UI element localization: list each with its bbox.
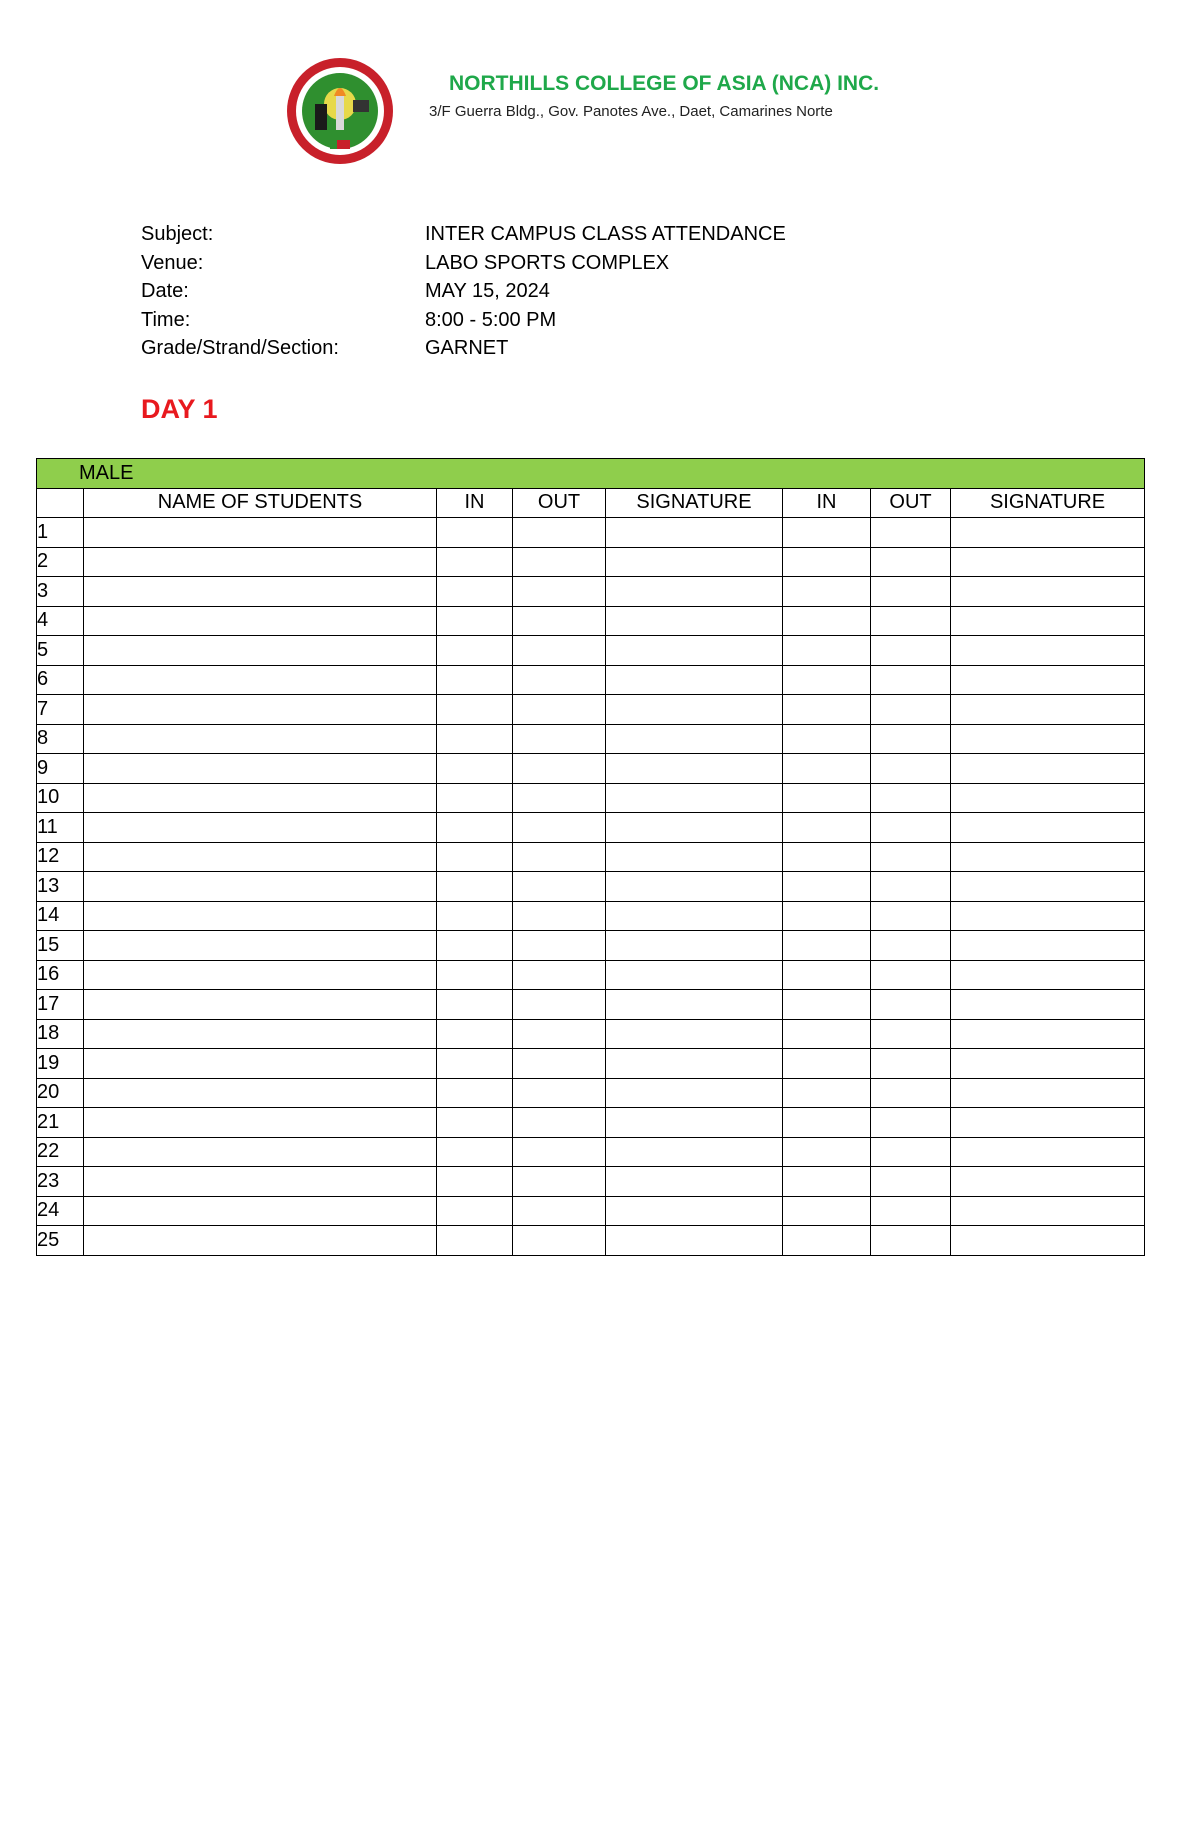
in-cell [783, 1108, 871, 1138]
signature-cell [606, 842, 783, 872]
out-cell [513, 518, 606, 548]
signature-cell [951, 990, 1145, 1020]
row-number: 2 [37, 547, 84, 577]
row-number: 17 [37, 990, 84, 1020]
signature-cell [606, 1108, 783, 1138]
in-cell [783, 872, 871, 902]
out-cell [513, 1226, 606, 1256]
out-cell [513, 901, 606, 931]
signature-cell [951, 872, 1145, 902]
out-cell [513, 695, 606, 725]
in-cell [783, 606, 871, 636]
table-row [37, 1137, 1145, 1167]
out-cell [871, 1167, 951, 1197]
in-cell [783, 813, 871, 843]
out-cell [513, 724, 606, 754]
signature-cell [951, 518, 1145, 548]
out-cell [871, 1196, 951, 1226]
out-cell [871, 695, 951, 725]
table-row [37, 1078, 1145, 1108]
in-cell [437, 518, 513, 548]
name-cell [84, 1108, 437, 1138]
signature-cell [951, 960, 1145, 990]
table-row [37, 1196, 1145, 1226]
info-value: MAY 15, 2024 [425, 280, 550, 303]
in-cell [783, 960, 871, 990]
signature-cell [606, 695, 783, 725]
out-cell [513, 665, 606, 695]
column-header-signature: SIGNATURE [606, 488, 783, 518]
signature-cell [606, 724, 783, 754]
name-cell [84, 695, 437, 725]
in-cell [783, 1196, 871, 1226]
table-row [37, 842, 1145, 872]
out-cell [871, 577, 951, 607]
column-header-row [37, 488, 1145, 518]
in-cell [783, 783, 871, 813]
signature-cell [951, 547, 1145, 577]
table-row [37, 960, 1145, 990]
name-cell [84, 783, 437, 813]
signature-cell [606, 931, 783, 961]
column-header-number [37, 488, 84, 518]
column-header-signature: SIGNATURE [951, 488, 1145, 518]
signature-cell [951, 695, 1145, 725]
table-row [37, 606, 1145, 636]
table-row [37, 1226, 1145, 1256]
signature-cell [951, 1049, 1145, 1079]
out-cell [871, 665, 951, 695]
column-header-out: OUT [513, 488, 606, 518]
signature-cell [606, 1019, 783, 1049]
signature-cell [606, 606, 783, 636]
out-cell [513, 547, 606, 577]
signature-cell [606, 547, 783, 577]
in-cell [783, 1167, 871, 1197]
name-cell [84, 960, 437, 990]
signature-cell [606, 783, 783, 813]
out-cell [513, 842, 606, 872]
name-cell [84, 1049, 437, 1079]
table-row [37, 1108, 1145, 1138]
out-cell [513, 1167, 606, 1197]
out-cell [513, 577, 606, 607]
in-cell [437, 813, 513, 843]
out-cell [513, 931, 606, 961]
out-cell [871, 518, 951, 548]
attendance-rows [37, 518, 1145, 1256]
in-cell [783, 990, 871, 1020]
in-cell [437, 1019, 513, 1049]
section-header-row [37, 459, 1145, 489]
name-cell [84, 518, 437, 548]
name-cell [84, 1137, 437, 1167]
signature-cell [606, 1167, 783, 1197]
row-number: 18 [37, 1019, 84, 1049]
in-cell [437, 1078, 513, 1108]
signature-cell [606, 1078, 783, 1108]
name-cell [84, 1196, 437, 1226]
out-cell [513, 636, 606, 666]
in-cell [437, 724, 513, 754]
signature-cell [951, 577, 1145, 607]
out-cell [871, 931, 951, 961]
out-cell [871, 872, 951, 902]
in-cell [783, 1019, 871, 1049]
table-row [37, 990, 1145, 1020]
name-cell [84, 754, 437, 784]
name-cell [84, 872, 437, 902]
table-row [37, 931, 1145, 961]
out-cell [871, 1226, 951, 1256]
row-number: 24 [37, 1196, 84, 1226]
signature-cell [606, 518, 783, 548]
signature-cell [951, 1196, 1145, 1226]
out-cell [513, 990, 606, 1020]
table-row [37, 1049, 1145, 1079]
in-cell [783, 842, 871, 872]
in-cell [783, 931, 871, 961]
row-number: 25 [37, 1226, 84, 1256]
in-cell [783, 636, 871, 666]
school-header [285, 56, 905, 166]
school-seal-logo [285, 56, 395, 166]
signature-cell [951, 665, 1145, 695]
in-cell [437, 1167, 513, 1197]
name-cell [84, 813, 437, 843]
signature-cell [606, 1196, 783, 1226]
out-cell [871, 636, 951, 666]
row-number: 8 [37, 724, 84, 754]
signature-cell [951, 813, 1145, 843]
in-cell [783, 901, 871, 931]
table-row [37, 695, 1145, 725]
signature-cell [606, 636, 783, 666]
in-cell [783, 547, 871, 577]
row-number: 4 [37, 606, 84, 636]
info-label: Date: [141, 280, 189, 303]
name-cell [84, 1167, 437, 1197]
signature-cell [951, 606, 1145, 636]
signature-cell [606, 901, 783, 931]
out-cell [871, 960, 951, 990]
info-row-time [141, 306, 941, 335]
out-cell [513, 1196, 606, 1226]
in-cell [437, 990, 513, 1020]
info-row-date [141, 277, 941, 306]
column-header-in: IN [437, 488, 513, 518]
signature-cell [606, 1137, 783, 1167]
table-row [37, 724, 1145, 754]
out-cell [871, 1137, 951, 1167]
signature-cell [606, 754, 783, 784]
table-row [37, 518, 1145, 548]
signature-cell [606, 1049, 783, 1079]
in-cell [783, 577, 871, 607]
row-number: 6 [37, 665, 84, 695]
signature-cell [951, 931, 1145, 961]
in-cell [437, 695, 513, 725]
table-row [37, 754, 1145, 784]
in-cell [437, 931, 513, 961]
row-number: 20 [37, 1078, 84, 1108]
row-number: 22 [37, 1137, 84, 1167]
in-cell [783, 518, 871, 548]
in-cell [437, 1049, 513, 1079]
row-number: 1 [37, 518, 84, 548]
school-name: NORTHILLS COLLEGE OF ASIA (NCA) INC. [449, 72, 880, 95]
in-cell [783, 665, 871, 695]
row-number: 12 [37, 842, 84, 872]
signature-cell [951, 754, 1145, 784]
name-cell [84, 577, 437, 607]
table-row [37, 813, 1145, 843]
name-cell [84, 931, 437, 961]
in-cell [437, 1108, 513, 1138]
out-cell [871, 990, 951, 1020]
signature-cell [606, 577, 783, 607]
info-value: 8:00 - 5:00 PM [425, 308, 557, 331]
in-cell [437, 754, 513, 784]
in-cell [437, 665, 513, 695]
in-cell [437, 577, 513, 607]
out-cell [871, 842, 951, 872]
out-cell [871, 783, 951, 813]
name-cell [84, 547, 437, 577]
out-cell [513, 783, 606, 813]
signature-cell [606, 990, 783, 1020]
out-cell [513, 1049, 606, 1079]
row-number: 7 [37, 695, 84, 725]
signature-cell [606, 960, 783, 990]
out-cell [513, 1019, 606, 1049]
row-number: 15 [37, 931, 84, 961]
in-cell [437, 606, 513, 636]
school-address: 3/F Guerra Bldg., Gov. Panotes Ave., Daet, Camarines Norte [429, 103, 833, 120]
in-cell [783, 1137, 871, 1167]
signature-cell [606, 1226, 783, 1256]
column-header-in: IN [783, 488, 871, 518]
name-cell [84, 990, 437, 1020]
signature-cell [951, 1108, 1145, 1138]
signature-cell [951, 901, 1145, 931]
signature-cell [606, 813, 783, 843]
out-cell [513, 813, 606, 843]
signature-cell [951, 1019, 1145, 1049]
info-label: Subject: [141, 223, 214, 245]
info-label: Grade/Strand/Section: [141, 337, 339, 360]
day-title: DAY 1 [141, 394, 218, 424]
table-row [37, 1167, 1145, 1197]
in-cell [437, 960, 513, 990]
out-cell [513, 606, 606, 636]
row-number: 5 [37, 636, 84, 666]
signature-cell [606, 872, 783, 902]
signature-cell [951, 783, 1145, 813]
name-cell [84, 636, 437, 666]
row-number: 9 [37, 754, 84, 784]
event-info [141, 220, 941, 363]
in-cell [437, 783, 513, 813]
row-number: 23 [37, 1167, 84, 1197]
in-cell [437, 1226, 513, 1256]
in-cell [783, 724, 871, 754]
in-cell [437, 842, 513, 872]
in-cell [437, 1196, 513, 1226]
name-cell [84, 724, 437, 754]
in-cell [783, 754, 871, 784]
out-cell [871, 1078, 951, 1108]
row-number: 14 [37, 901, 84, 931]
row-number: 3 [37, 577, 84, 607]
info-value: GARNET [425, 337, 509, 360]
out-cell [513, 1137, 606, 1167]
out-cell [871, 606, 951, 636]
signature-cell [951, 1167, 1145, 1197]
out-cell [871, 901, 951, 931]
table-row [37, 872, 1145, 902]
signature-cell [951, 1137, 1145, 1167]
table-row [37, 1019, 1145, 1049]
out-cell [871, 547, 951, 577]
table-row [37, 783, 1145, 813]
row-number: 19 [37, 1049, 84, 1079]
in-cell [783, 1049, 871, 1079]
attendance-table [36, 458, 1145, 1256]
row-number: 21 [37, 1108, 84, 1138]
name-cell [84, 901, 437, 931]
in-cell [437, 547, 513, 577]
in-cell [437, 901, 513, 931]
column-header-name: NAME OF STUDENTS [84, 488, 437, 518]
out-cell [871, 724, 951, 754]
table-row [37, 577, 1145, 607]
name-cell [84, 606, 437, 636]
in-cell [437, 872, 513, 902]
info-row-section [141, 334, 941, 363]
out-cell [513, 1078, 606, 1108]
info-row-venue [141, 249, 941, 278]
row-number: 10 [37, 783, 84, 813]
signature-cell [951, 1078, 1145, 1108]
column-header-out: OUT [871, 488, 951, 518]
signature-cell [951, 1226, 1145, 1256]
name-cell [84, 1226, 437, 1256]
info-row-subject [141, 220, 941, 249]
out-cell [871, 1108, 951, 1138]
in-cell [437, 1137, 513, 1167]
signature-cell [951, 636, 1145, 666]
name-cell [84, 1078, 437, 1108]
in-cell [783, 695, 871, 725]
in-cell [783, 1226, 871, 1256]
name-cell [84, 665, 437, 695]
info-value: LABO SPORTS COMPLEX [425, 251, 670, 274]
out-cell [513, 1108, 606, 1138]
table-row [37, 665, 1145, 695]
info-label: Time: [141, 308, 191, 331]
info-value: INTER CAMPUS CLASS ATTENDANCE [425, 223, 786, 245]
signature-cell [951, 724, 1145, 754]
name-cell [84, 842, 437, 872]
out-cell [871, 813, 951, 843]
table-row [37, 901, 1145, 931]
row-number: 11 [37, 813, 84, 843]
out-cell [871, 754, 951, 784]
out-cell [513, 960, 606, 990]
table-row [37, 547, 1145, 577]
table-row [37, 636, 1145, 666]
out-cell [871, 1049, 951, 1079]
name-cell [84, 1019, 437, 1049]
signature-cell [951, 842, 1145, 872]
row-number: 16 [37, 960, 84, 990]
signature-cell [606, 665, 783, 695]
row-number: 13 [37, 872, 84, 902]
in-cell [783, 1078, 871, 1108]
info-label: Venue: [141, 251, 204, 274]
out-cell [513, 872, 606, 902]
out-cell [513, 754, 606, 784]
out-cell [871, 1019, 951, 1049]
section-label-male: MALE [37, 459, 1145, 489]
in-cell [437, 636, 513, 666]
